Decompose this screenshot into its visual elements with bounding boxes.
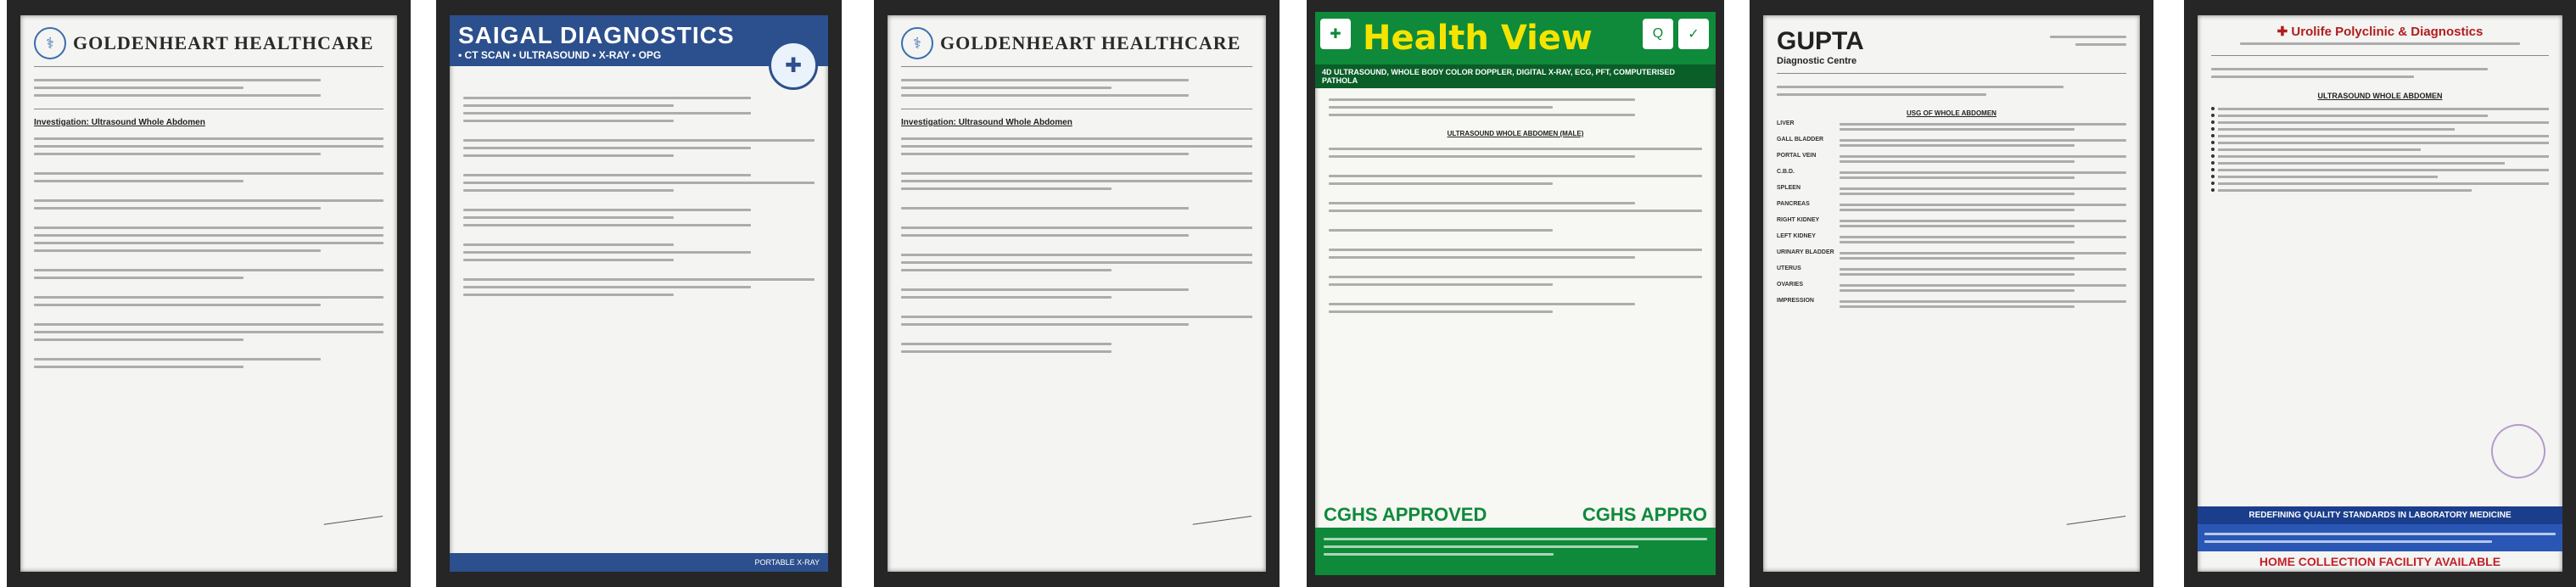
finding-text (1840, 120, 2126, 133)
finding-label: PANCREAS (1777, 201, 1810, 207)
report-heading: ULTRASOUND WHOLE ABDOMEN (2317, 92, 2443, 100)
finding-label: URINARY BLADDER (1777, 249, 1834, 255)
services-line: • CT SCAN • ULTRASOUND • X-RAY • OPG (458, 49, 662, 61)
findings-list (2198, 102, 2562, 197)
health-view-emblem-icon: ✚ (1320, 19, 1351, 49)
report-frame-3 (874, 0, 1280, 587)
cghs-approved-left: CGHS APPROVED (1324, 504, 1487, 525)
report-page-urolife (2198, 15, 2562, 572)
finding-text (1840, 249, 2126, 262)
healthview-footer (1315, 528, 1716, 575)
finding-text (1840, 169, 2126, 182)
report-page-goldenheart-1 (20, 15, 397, 572)
medical-roundel-icon: ✚ (769, 41, 818, 90)
finding-row (1763, 280, 2140, 296)
finding-row (1763, 135, 2140, 151)
doctor-credentials (2050, 31, 2126, 51)
finding-row (1763, 264, 2140, 280)
findings-table (1763, 119, 2140, 312)
finding-label: LIVER (1777, 120, 1795, 126)
report-frame-2 (436, 0, 842, 587)
finding-text (1840, 185, 2126, 198)
finding-row (1763, 215, 2140, 232)
finding-text (1840, 153, 2126, 165)
report-frame-5 (1750, 0, 2153, 587)
report-page-gupta (1763, 15, 2140, 572)
finding-label: SPLEEN (1777, 185, 1801, 191)
finding-label: LEFT KIDNEY (1777, 233, 1816, 239)
home-collection-text: HOME COLLECTION FACILITY AVAILABLE (2259, 555, 2501, 568)
finding-row (1763, 119, 2140, 135)
report-frame-6 (2184, 0, 2576, 587)
lab-name: GOLDENHEART HEALTHCARE (73, 32, 374, 53)
quality-band: REDEFINING QUALITY STANDARDS IN LABORATORY MEDICINE (2198, 506, 2562, 524)
report-heading: Investigation: Ultrasound Whole Abdomen (901, 118, 1072, 127)
lab-name: SAIGAL DIAGNOSTICS (458, 22, 735, 48)
urolife-footer (2198, 506, 2562, 572)
finding-text (1840, 282, 2126, 294)
gupta-logo-icon (1777, 27, 1864, 56)
finding-label: IMPRESSION (1777, 298, 1814, 304)
finding-row (1763, 232, 2140, 248)
finding-label: RIGHT KIDNEY (1777, 217, 1820, 223)
report-heading: USG OF WHOLE ABDOMEN (1907, 109, 1996, 117)
finding-label: PORTAL VEIN (1777, 153, 1817, 159)
finding-row (1763, 199, 2140, 215)
cghs-approved-right: CGHS APPRO (1582, 504, 1707, 525)
finding-label: UTERUS (1777, 266, 1801, 271)
finding-text (1840, 217, 2126, 230)
urolife-logo-icon: ✚ (2276, 25, 2292, 39)
saigal-footer: PORTABLE X-RAY (450, 553, 828, 572)
finding-label: OVARIES (1777, 282, 1803, 288)
caduceus-icon: ⚕ (34, 27, 66, 59)
stamp-icon (2485, 418, 2551, 484)
report-page-goldenheart-2 (888, 15, 1266, 572)
finding-row (1763, 296, 2140, 312)
doctor-signature (322, 503, 382, 521)
doctor-signature (1191, 503, 1251, 521)
doctor-signature (2065, 503, 2125, 521)
finding-label: GALL BLADDER (1777, 137, 1824, 143)
cghs-approval-row (1324, 504, 1707, 526)
report-heading: ULTRASOUND WHOLE ABDOMEN (MALE) (1447, 130, 1584, 137)
healthview-header (1315, 12, 1716, 64)
certification-badge-icon: ✓ (1678, 19, 1709, 49)
finding-text (1840, 266, 2126, 278)
lab-subtitle: Diagnostic Centre (1777, 56, 1857, 66)
lab-name: GUPTA (1777, 27, 1864, 55)
finding-row (1763, 167, 2140, 183)
finding-text (1840, 137, 2126, 149)
report-frame-4 (1307, 0, 1724, 587)
report-heading: Investigation: Ultrasound Whole Abdomen (34, 118, 205, 127)
lab-name: GOLDENHEART HEALTHCARE (940, 32, 1241, 53)
finding-row (1763, 151, 2140, 167)
services-strip: 4D ULTRASOUND, WHOLE BODY COLOR DOPPLER, DIGITAL X-RAY, ECG, PFT, COMPUTERISED PATHOLA (1315, 64, 1716, 88)
finding-row (1763, 183, 2140, 199)
report-page-healthview (1315, 12, 1716, 575)
lab-name: Urolife Polyclinic & Diagnostics (2291, 25, 2484, 39)
report-frame-1 (7, 0, 411, 587)
finding-row (1763, 248, 2140, 264)
finding-text (1840, 233, 2126, 246)
finding-text (1840, 298, 2126, 310)
report-page-saigal (450, 15, 828, 572)
lab-name: Health View (1363, 19, 1593, 58)
quality-badge-icon: Q (1643, 19, 1673, 49)
caduceus-icon: ⚕ (901, 27, 933, 59)
urolife-header (2198, 15, 2562, 52)
finding-text (1840, 201, 2126, 214)
finding-label: C.B.D. (1777, 169, 1795, 175)
